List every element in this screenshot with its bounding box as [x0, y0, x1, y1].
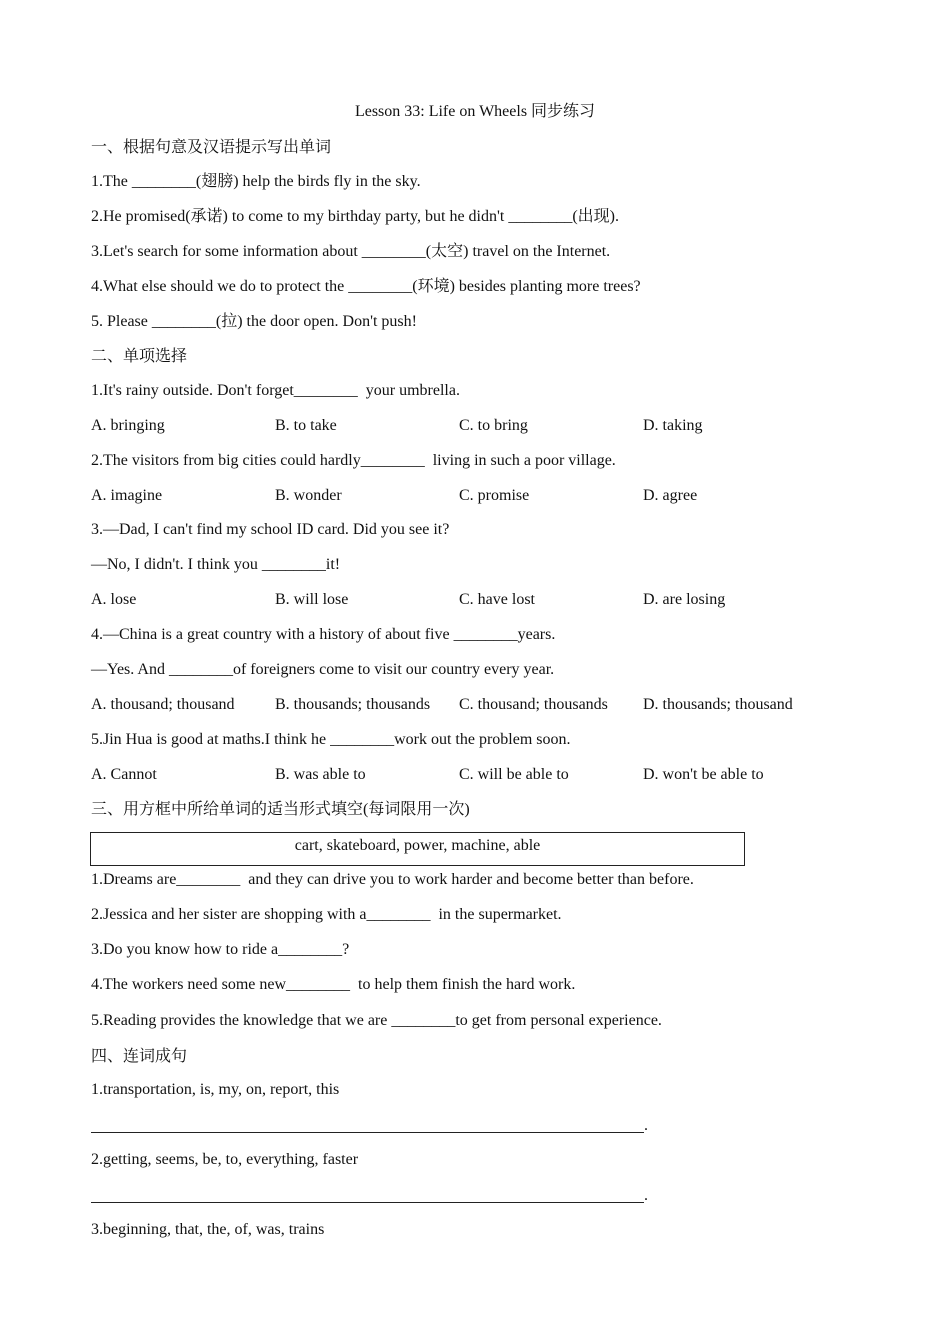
part2-question-1: 1.It's rainy outside. Don't forget________ your umbrella.: [91, 382, 460, 399]
q3-option-a: A. lose: [91, 591, 137, 608]
q4-option-b: B. thousands; thousands: [275, 696, 431, 713]
q5-option-a: A. Cannot: [91, 766, 157, 783]
q5-option-c: C. will be able to: [459, 766, 569, 783]
part3-question-4: 4.The workers need some new________ to help them finish the hard work.: [91, 976, 576, 993]
part1-question-5: 5. Please ________(拉) the door open. Don't push!: [91, 313, 417, 330]
q5-option-d: D. won't be able to: [643, 766, 764, 783]
q1-option-c: C. to bring: [459, 417, 528, 434]
part4-question-1: 1.transportation, is, my, on, report, this: [91, 1081, 340, 1098]
q1-option-b: B. to take: [275, 417, 337, 434]
answer-line-2-period: .: [644, 1187, 648, 1204]
part3-question-1: 1.Dreams are________ and they can drive you to work harder and become better than before.: [91, 871, 694, 888]
q5-option-b: B. was able to: [275, 766, 366, 783]
q4-option-a: A. thousand; thousand: [91, 696, 235, 713]
part2-question-4: 4.—China is a great country with a history of about five ________years.: [91, 626, 556, 643]
q4-option-d: D. thousands; thousand: [643, 696, 793, 713]
part1-question-3: 3.Let's search for some information about ________(太空) travel on the Internet.: [91, 243, 611, 260]
part1-question-2: 2.He promised(承诺) to come to my birthday party, but he didn't ________(出现).: [91, 208, 619, 225]
q1-option-d: D. taking: [643, 417, 703, 434]
q1-option-a: A. bringing: [91, 417, 165, 434]
part1-question-1: 1.The ________(翅膀) help the birds fly in the sky.: [91, 173, 421, 190]
part2-question-5: 5.Jin Hua is good at maths.I think he ________work out the problem soon.: [91, 731, 571, 748]
part2-question-4-reply: —Yes. And ________of foreigners come to visit our country every year.: [91, 661, 555, 678]
q2-option-b: B. wonder: [275, 487, 342, 504]
section-heading-1: 一、根据句意及汉语提示写出单词: [91, 139, 332, 156]
part2-question-3-reply: —No, I didn't. I think you ________it!: [91, 556, 341, 573]
q3-option-b: B. will lose: [275, 591, 349, 608]
part2-question-2: 2.The visitors from big cities could hardly________ living in such a poor village.: [91, 452, 616, 469]
part3-question-3: 3.Do you know how to ride a________?: [91, 941, 350, 958]
part4-question-2: 2.getting, seems, be, to, everything, faster: [91, 1151, 359, 1168]
section-heading-3: 三、用方框中所给单词的适当形式填空(每词限用一次): [91, 801, 470, 818]
answer-line-1-period: .: [644, 1117, 648, 1134]
section-heading-4: 四、连词成句: [91, 1048, 188, 1065]
answer-line-2: [91, 1202, 644, 1203]
word-box: cart, skateboard, power, machine, able: [90, 832, 745, 866]
q2-option-d: D. agree: [643, 487, 698, 504]
part2-question-3: 3.—Dad, I can't find my school ID card. Did you see it?: [91, 521, 450, 538]
part1-question-4: 4.What else should we do to protect the ________(环境) besides planting more trees?: [91, 278, 641, 295]
answer-line-1: [91, 1132, 644, 1133]
part3-question-5: 5.Reading provides the knowledge that we are ________to get from personal experience.: [91, 1012, 662, 1029]
section-heading-2: 二、单项选择: [91, 348, 188, 365]
page-title: Lesson 33: Life on Wheels 同步练习: [354, 103, 596, 120]
q4-option-c: C. thousand; thousands: [459, 696, 608, 713]
q3-option-c: C. have lost: [459, 591, 535, 608]
q2-option-c: C. promise: [459, 487, 530, 504]
q2-option-a: A. imagine: [91, 487, 163, 504]
part3-question-2: 2.Jessica and her sister are shopping with a________ in the supermarket.: [91, 906, 562, 923]
q3-option-d: D. are losing: [643, 591, 726, 608]
part4-question-3: 3.beginning, that, the, of, was, trains: [91, 1221, 325, 1238]
